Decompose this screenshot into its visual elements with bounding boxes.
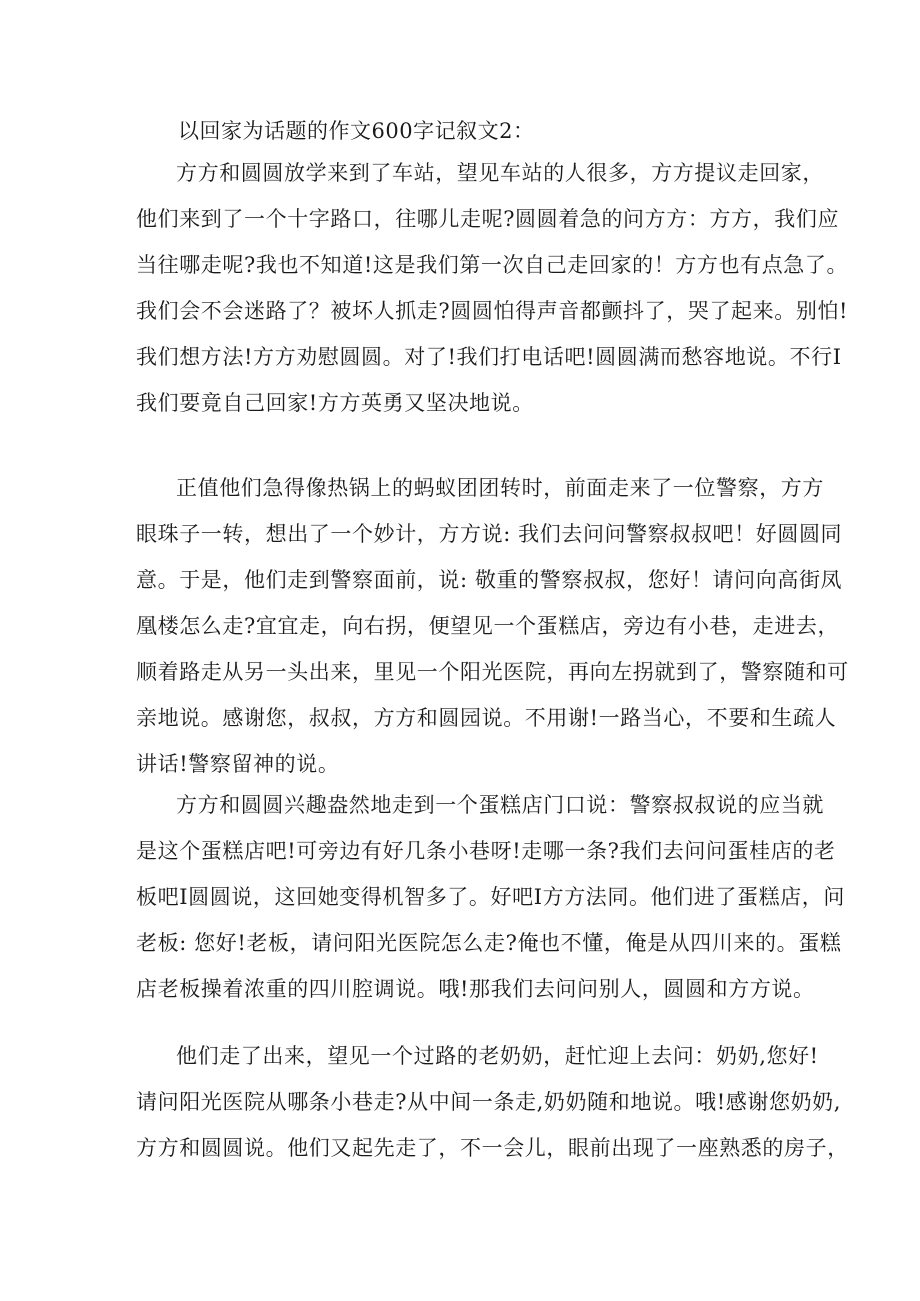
text-line: 方方和圆圆放学来到了车站，望见车站的人很多，方方提议走回家，: [176, 161, 824, 185]
paragraph-2: [136, 465, 849, 787]
text-line: 当往哪走呢?我也不知道!这是我们第一次自己走回家的！方方也有点急了。: [136, 253, 849, 277]
paragraph-4: [136, 1033, 849, 1171]
text-line: 意。于是，他们走到警察面前，说: 敬重的警察叔叔，您好！请问向高街凤: [136, 568, 843, 592]
text-line: 请问阳光医院从哪条小巷走?从中间一条走,奶奶随和地说。哦!感谢您奶奶,: [136, 1090, 842, 1114]
text-line: 他们来到了一个十字路口，往哪儿走呢?圆圆着急的问方方：方方，我们应: [136, 207, 840, 231]
paragraph-3: [136, 782, 845, 1012]
text-line: 老板: 您好!老板，请问阳光医院怎么走?俺也不懂，俺是从四川来的。蛋糕: [136, 931, 842, 955]
text-line: 他们走了出来，望见一个过路的老奶奶，赶忙迎上去问：奶奶,您好!: [176, 1044, 819, 1068]
paragraph-1: [136, 150, 849, 426]
text-line: 方方和圆圆说。他们又起先走了，不一会儿，眼前出现了一座熟悉的房子，: [136, 1136, 849, 1160]
text-line: 凰楼怎么走?宜宜走，向右拐，便望见一个蛋糕店，旁边有小巷，走进去，: [136, 614, 840, 638]
text-line: 亲地说。感谢您，叔叔，方方和圆园说。不用谢!一路当心，不要和生疏人: [136, 706, 837, 730]
essay-title: 以回家为话题的作文600字记叙文2：: [178, 119, 535, 143]
text-line: 店老板操着浓重的四川腔调说。哦!那我们去问问别人，圆圆和方方说。: [136, 977, 815, 1001]
text-line: 顺着路走从另一头出来，里见一个阳光医院，再向左拐就到了，警察随和可: [136, 660, 849, 684]
text-line: 我们想方法!方方劝慰圆圆。对了!我们打电话吧!圆圆满而愁容地说。不行I: [136, 345, 842, 369]
text-line: 眼珠子一转，想出了一个妙计，方方说: 我们去问问警察叔叔吧！好圆圆同: [136, 522, 843, 546]
text-line: 正值他们急得像热锅上的蚂蚁团团转时，前面走来了一位警察，方方: [176, 476, 824, 500]
text-line: 方方和圆圆兴趣盎然地走到一个蛋糕店门口说：警察叔叔说的应当就: [176, 793, 824, 817]
text-line: 板吧I圆圆说，这回她变得机智多了。好吧I方方法同。他们进了蛋糕店，问: [136, 885, 845, 909]
text-line: 是这个蛋糕店吧!可旁边有好几条小巷呀!走哪一条?我们去问问蛋桂店的老: [136, 839, 836, 863]
text-line: 我们要竟自己回家!方方英勇又坚决地说。: [136, 391, 534, 415]
text-line: 讲话!警察留神的说。: [136, 752, 340, 776]
text-line: 我们会不会迷路了？被坏人抓走?圆圆怕得声音都颤抖了，哭了起来。别怕!: [136, 299, 849, 323]
